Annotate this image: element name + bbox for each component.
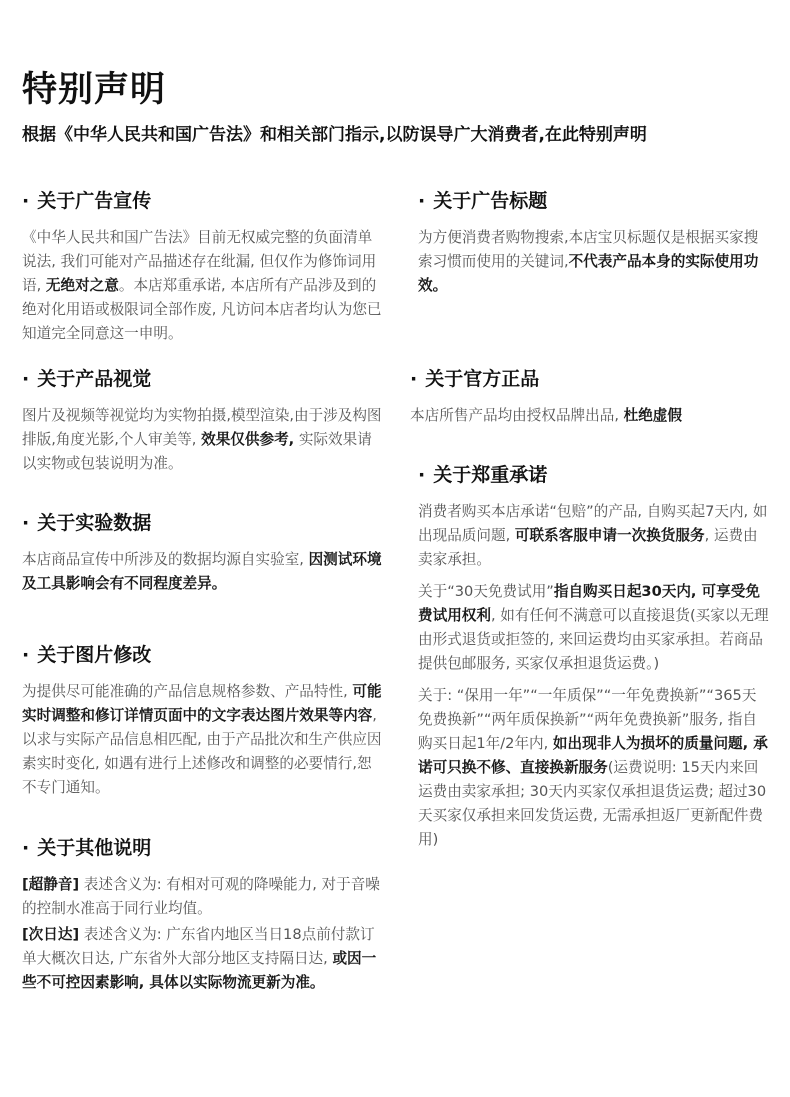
section-title: 关于官方正品: [425, 368, 540, 390]
section-paragraph: 本店所售产品均由授权品牌出品, 杜绝虚假: [410, 407, 682, 424]
section-title: 关于图片修改: [37, 644, 152, 666]
section-paragraph: [次日达] 表述含义为: 广东省内地区当日18点前付款订单大概次日达, 广东省外大部分地区支持隔日达, 或因一些不可控因素影响, 具体以实际物流更新为准。: [22, 926, 377, 991]
section-title: 关于郑重承诺: [433, 464, 548, 486]
section-paragraph: 关于: “保用一年”“一年质保”“一年免费换新”“365天免费换新”“两年质保换新”“两年免费换新”服务, 指自购买日起1年/2年内, 如出现非人为损坏的质量问题, 承诺可只换不修、直接换新服务(运费说明: 15天内来回运费由卖家承担; 30天内买家仅承担退货运费; 超过30天买家仅承担来回发货运费, 无需承担返厂更新配件费用): [418, 687, 768, 848]
section-paragraph: 图片及视频等视觉均为实物拍摄,模型渲染,由于涉及构图排版,角度光影,个人审美等, 效果仅供参考, 实际效果请以实物或包装说明为准。: [22, 407, 382, 472]
section-paragraph: 为方便消费者购物搜索,本店宝贝标题仅是根据买家搜索习惯而使用的关键词,不代表产品本身的实际使用功效。: [418, 229, 759, 294]
section-ad-promo: [22, 186, 384, 354]
section-ad-title: [418, 186, 770, 306]
section-heading: [22, 640, 384, 667]
section-heading: [22, 186, 384, 213]
section-paragraph: 本店商品宣传中所涉及的数据均源自实验室, 因测试环境及工具影响会有不同程度差异。: [22, 551, 382, 592]
section-lab-data: [22, 508, 384, 604]
bullet-dot: ·: [418, 190, 426, 212]
section-paragraph: 《中华人民共和国广告法》目前无权威完整的负面清单说法, 我们可能对产品描述存在纰漏, 但仅作为修饰词用语, 无绝对之意。本店郑重承诺, 本店所有产品涉及到的绝对化用语或极限词全部作废, 凡访问本店者均认为您已知道完全同意这一申明。: [22, 229, 382, 342]
section-title: 关于广告宣传: [37, 190, 152, 212]
bullet-dot: ·: [22, 368, 30, 390]
bullet-dot: ·: [22, 837, 30, 859]
section-promise: [418, 460, 770, 860]
section-heading: [410, 364, 762, 391]
bullet-dot: ·: [418, 464, 426, 486]
section-image-edit: [22, 640, 384, 808]
section-paragraph: 消费者购买本店承诺“包赔”的产品, 自购买起7天内, 如出现品质问题, 可联系客服申请一次换货服务, 运费由卖家承担。: [418, 503, 768, 568]
section-heading: [22, 508, 384, 535]
section-title: 关于广告标题: [433, 190, 548, 212]
bullet-dot: ·: [22, 644, 30, 666]
section-heading: [418, 186, 770, 213]
page-title: 特别声明: [22, 70, 167, 110]
section-heading: [418, 460, 770, 487]
bullet-dot: ·: [22, 512, 30, 534]
section-title: 关于产品视觉: [37, 368, 152, 390]
section-visual: [22, 364, 384, 484]
bullet-dot: ·: [22, 190, 30, 212]
section-title: 关于其他说明: [37, 837, 152, 859]
section-genuine: [410, 364, 762, 436]
bullet-dot: ·: [410, 368, 418, 390]
section-heading: [22, 364, 384, 391]
section-title: 关于实验数据: [37, 512, 152, 534]
section-paragraph: 为提供尽可能准确的产品信息规格参数、产品特性, 可能实时调整和修订详情页面中的文字表达图片效果等内容, 以求与实际产品信息相匹配, 由于产品批次和生产供应因素实时变化, 如遇有进行上述修改和调整的必要情行,恕不专门通知。: [22, 683, 382, 796]
section-heading: [22, 833, 384, 860]
section-other: [22, 833, 384, 1003]
section-paragraph: [超静音] 表述含义为: 有相对可观的降噪能力, 对于音噪的控制水准高于同行业均值。: [22, 876, 380, 917]
page-subtitle: 根据《中华人民共和国广告法》和相关部门指示,以防误导广大消费者,在此特别声明: [22, 125, 647, 145]
section-paragraph: 关于“30天免费试用”指自购买日起30天内, 可享受免费试用权利, 如有任何不满意可以直接退货(买家以无理由形式退货或拒签的, 来回运费均由买家承担。若商品提供包邮服务, 买家仅承担退货运费。): [418, 583, 769, 672]
